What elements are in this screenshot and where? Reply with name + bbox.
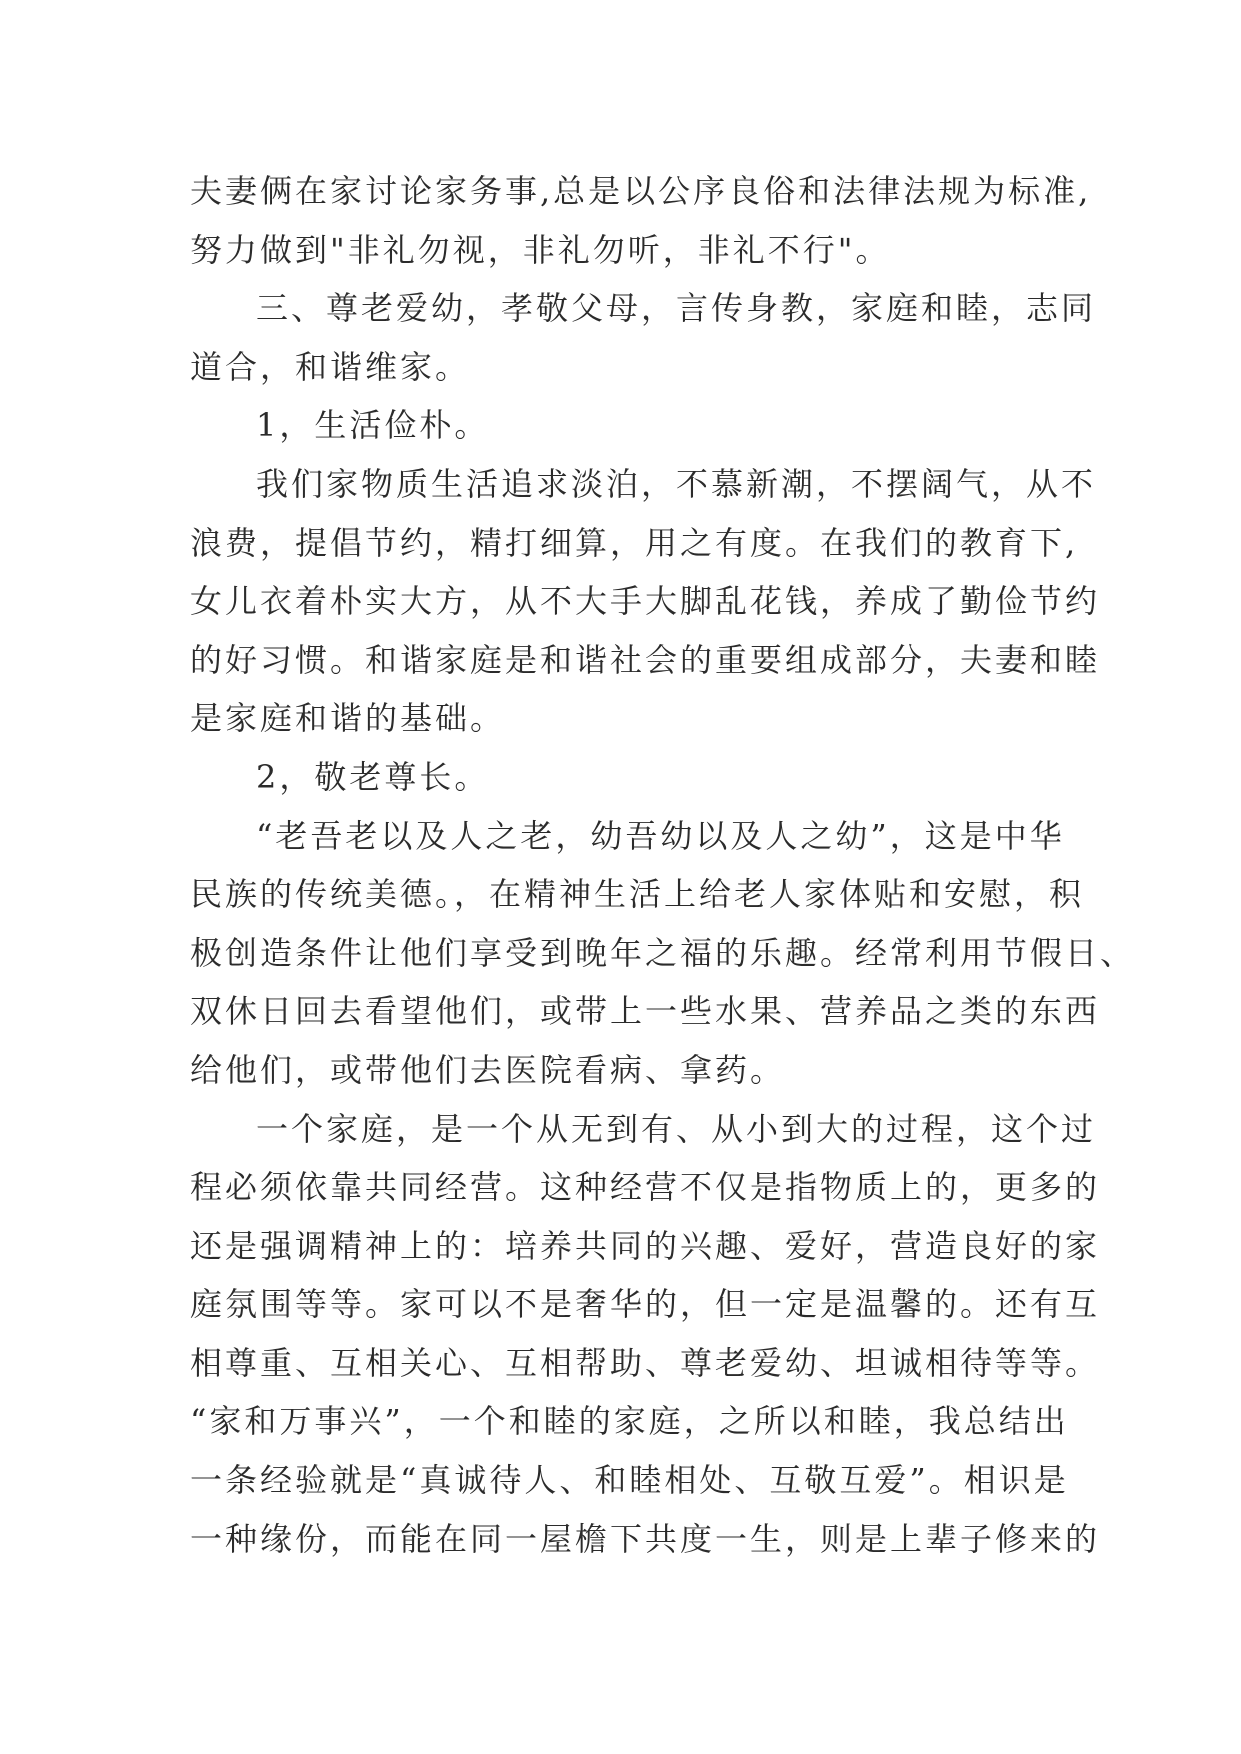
text-line: 女儿衣着朴实大方，从不大手大脚乱花钱，养成了勤俭节约 bbox=[190, 582, 1101, 621]
section-heading-continued: 道合，和谐维家。 bbox=[190, 347, 471, 386]
text-line: 给他们，或带他们去医院看病、拿药。 bbox=[190, 1050, 786, 1089]
subsection-heading: 1，生活俭朴。 bbox=[256, 406, 490, 445]
section-heading: 三、尊老爱幼，孝敬父母，言传身教，家庭和睦，志同 bbox=[256, 289, 1097, 328]
text-line: 极创造条件让他们享受到晚年之福的乐趣。经常利用节假日、 bbox=[190, 933, 1136, 972]
text-line: 民族的传统美德。，在精神生活上给老人家体贴和安慰，积 bbox=[190, 875, 1085, 914]
text-line: 我们家物质生活追求淡泊，不慕新潮，不摆阔气，从不 bbox=[256, 464, 1097, 503]
text-line: 还是强调精神上的：培养共同的兴趣、爱好，营造良好的家 bbox=[190, 1226, 1101, 1265]
text-line: “家和万事兴”，一个和睦的家庭，之所以和睦，我总结出 bbox=[190, 1402, 1069, 1441]
text-line: 一条经验就是“真诚待人、和睦相处、互敬互爱”。相识是 bbox=[190, 1461, 1069, 1500]
document-body bbox=[190, 162, 1136, 1568]
text-line: 庭氛围等等。家可以不是奢华的，但一定是温馨的。还有互 bbox=[190, 1285, 1101, 1324]
text-line: 一种缘份，而能在同一屋檐下共度一生，则是上辈子修来的 bbox=[190, 1519, 1101, 1558]
text-line: 是家庭和谐的基础。 bbox=[190, 699, 506, 738]
text-line: 夫妻俩在家讨论家务事,总是以公序良俗和法律法规为标准, bbox=[190, 172, 1092, 210]
text-line: 的好习惯。和谐家庭是和谐社会的重要组成部分，夫妻和睦 bbox=[190, 640, 1101, 679]
subsection-heading: 2，敬老尊长。 bbox=[256, 757, 490, 796]
text-line: 相尊重、互相关心、互相帮助、尊老爱幼、坦诚相待等等。 bbox=[190, 1343, 1101, 1382]
text-line: 浪费，提倡节约，精打细算，用之有度。在我们的教育下, bbox=[190, 523, 1079, 562]
text-line: “老吾老以及人之老，幼吾幼以及人之幼”，这是中华 bbox=[256, 816, 1065, 855]
text-line: 程必须依靠共同经营。这种经营不仅是指物质上的，更多的 bbox=[190, 1168, 1101, 1207]
text-line: 双休日回去看望他们，或带上一些水果、营养品之类的东西 bbox=[190, 992, 1101, 1031]
text-line: 努力做到"非礼勿视，非礼勿听，非礼不行"。 bbox=[190, 230, 891, 269]
text-line: 一个家庭，是一个从无到有、从小到大的过程，这个过 bbox=[256, 1109, 1097, 1148]
